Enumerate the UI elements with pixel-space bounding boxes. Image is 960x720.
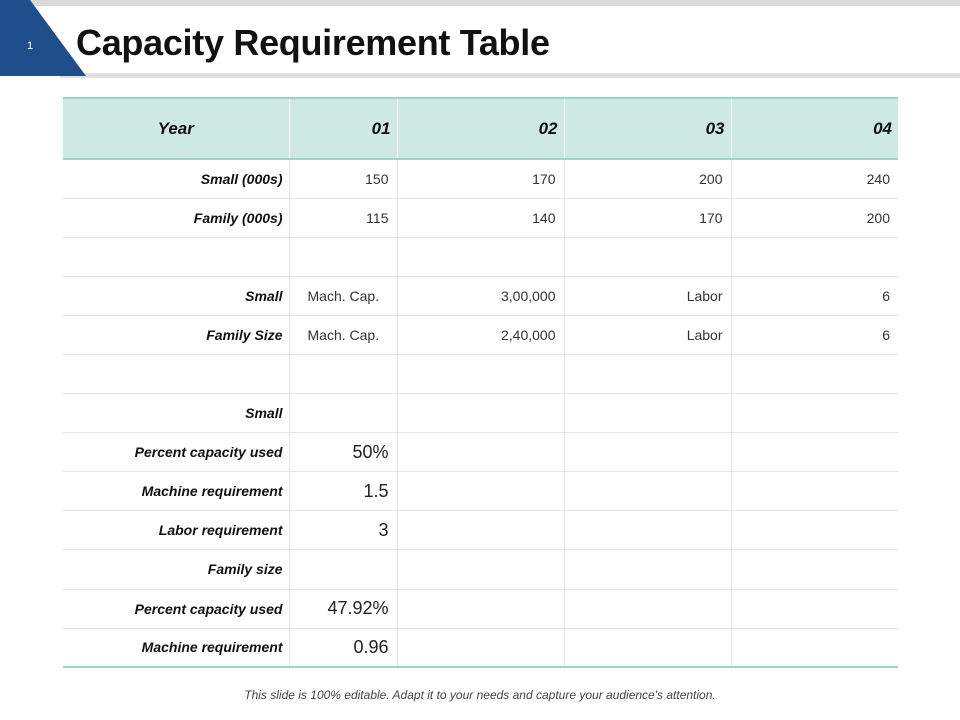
table-cell	[564, 589, 731, 628]
table-cell: 47.92%	[289, 589, 397, 628]
header-02: 02	[397, 98, 564, 159]
table-cell	[397, 354, 564, 393]
table-row-section	[63, 550, 898, 589]
table-cell	[564, 472, 731, 511]
table-cell	[731, 628, 898, 667]
row-label	[63, 354, 289, 393]
table-cell: Mach. Cap.	[289, 315, 397, 354]
table-cell: 170	[564, 198, 731, 237]
row-label: Labor requirement	[63, 511, 289, 550]
table-cell	[731, 394, 898, 433]
table-cell	[731, 550, 898, 589]
table-cell	[564, 394, 731, 433]
row-label: Family Size	[63, 315, 289, 354]
table-cell: 170	[397, 159, 564, 198]
title-underline	[60, 73, 960, 78]
table-cell: 6	[731, 276, 898, 315]
table-row	[63, 628, 898, 667]
table-cell	[397, 433, 564, 472]
table-cell	[731, 354, 898, 393]
table-cell: 1.5	[289, 472, 397, 511]
row-label: Machine requirement	[63, 472, 289, 511]
table-cell: 200	[731, 198, 898, 237]
table-cell: 0.96	[289, 628, 397, 667]
table-cell: 3	[289, 511, 397, 550]
table-cell	[731, 472, 898, 511]
table-cell	[397, 628, 564, 667]
table-cell: 2,40,000	[397, 315, 564, 354]
table-row	[63, 198, 898, 237]
header-year: Year	[63, 98, 289, 159]
row-label: Family size	[63, 550, 289, 589]
table-cell	[397, 550, 564, 589]
table-cell	[564, 628, 731, 667]
header-03: 03	[564, 98, 731, 159]
row-label	[63, 237, 289, 276]
table-cell	[397, 394, 564, 433]
table-cell	[289, 354, 397, 393]
table-header-row	[63, 98, 898, 159]
table-cell: 200	[564, 159, 731, 198]
table-cell: 6	[731, 315, 898, 354]
row-label: Machine requirement	[63, 628, 289, 667]
table-cell	[289, 550, 397, 589]
table-cell	[564, 550, 731, 589]
table-row	[63, 472, 898, 511]
table-row-section	[63, 394, 898, 433]
table-cell	[289, 237, 397, 276]
slide-title: Capacity Requirement Table	[76, 22, 550, 63]
table-cell: 3,00,000	[397, 276, 564, 315]
table-cell	[397, 472, 564, 511]
capacity-table	[63, 97, 898, 668]
table-row	[63, 433, 898, 472]
table-cell	[731, 237, 898, 276]
table-cell	[397, 237, 564, 276]
table-cell	[731, 433, 898, 472]
table-cell: 150	[289, 159, 397, 198]
row-label: Small (000s)	[63, 159, 289, 198]
table-cell: Labor	[564, 276, 731, 315]
table-cell: 140	[397, 198, 564, 237]
header-04: 04	[731, 98, 898, 159]
table-row-empty	[63, 354, 898, 393]
table-cell	[397, 589, 564, 628]
row-label: Percent capacity used	[63, 433, 289, 472]
table-cell	[731, 511, 898, 550]
table-cell: 115	[289, 198, 397, 237]
table-row	[63, 276, 898, 315]
table-cell	[564, 354, 731, 393]
table-row	[63, 511, 898, 550]
table-cell	[397, 511, 564, 550]
header-01: 01	[289, 98, 397, 159]
table-row	[63, 159, 898, 198]
row-label: Family (000s)	[63, 198, 289, 237]
table-cell	[731, 589, 898, 628]
table-cell: 240	[731, 159, 898, 198]
table-cell: 50%	[289, 433, 397, 472]
row-label: Small	[63, 276, 289, 315]
table-row-empty	[63, 237, 898, 276]
row-label: Percent capacity used	[63, 589, 289, 628]
table-cell	[564, 433, 731, 472]
table-cell	[564, 237, 731, 276]
table-cell: Labor	[564, 315, 731, 354]
badge-shape	[0, 0, 86, 76]
table-row	[63, 315, 898, 354]
table-row	[63, 589, 898, 628]
table-cell	[564, 511, 731, 550]
footer-note: This slide is 100% editable. Adapt it to your needs and capture your audience's attention.	[244, 688, 716, 702]
table-cell: Mach. Cap.	[289, 276, 397, 315]
top-accent-bar	[0, 0, 960, 6]
table-cell	[289, 394, 397, 433]
slide-number: 1	[26, 40, 34, 52]
row-label: Small	[63, 394, 289, 433]
